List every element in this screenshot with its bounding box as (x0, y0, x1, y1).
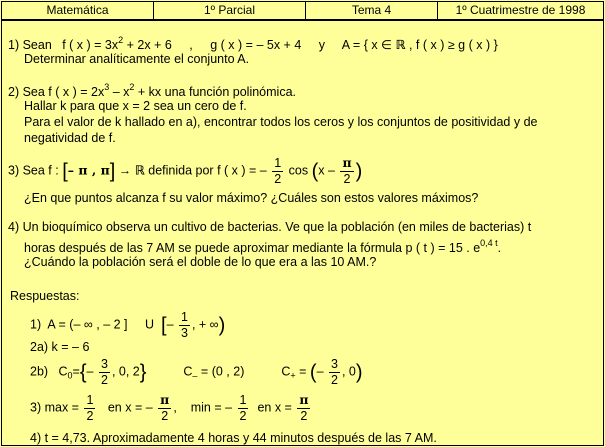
fraction-pi-half: $\frac{\pi}{2}$ (342, 155, 352, 186)
problem-4-question: ¿Cuándo la población será el doble de lo que era a las 10 AM.? (24, 255, 377, 269)
fraction-three-halves: $\frac{3}{2}$ (100, 357, 108, 387)
problem-2-line-2: Hallar k para que x = 2 sea un cero de f. (24, 99, 247, 113)
fraction-one-half: $\frac{1}{2}$ (86, 393, 94, 423)
problem-2-line-3: Para el valor de k hallado en a), encontrar todos los ceros y los conjuntos de positividad y de (24, 115, 538, 129)
fraction-one-third: $\frac{1}{3}$ (181, 310, 188, 340)
answer-4: 4) t = 4,73. Aproximadamente 4 horas y 44 minutos después de las 7 AM. (30, 431, 437, 445)
exam-header (1, 1, 604, 20)
problem-1: 1) Sean f ( x ) = $3x^2 + 2x + 6$ , g ( x ) = – 5x + 4 y A = { x ∈ ℝ , f ( x ) ≥ g ( x ) } (8, 35, 498, 52)
answer-2a: 2a) k = – 6 (30, 340, 90, 354)
header-exam: 1º Parcial (154, 2, 306, 19)
problem-3: 3) Sea f : [– π , π] → ℝ definida por f ( x ) = – $\frac{1}{2}$ cos (x – $\frac{\pi}{2}$ ) (8, 155, 363, 186)
answers-title: Respuestas: (10, 289, 80, 303)
answer-3: 3) max = $\frac{1}{2}$ en x = – $\frac{\pi}{2}$ , min = – $\frac{1}{2}$ en x = $\frac{\pi}{2}$ (30, 392, 309, 423)
header-subject: Matemática (2, 2, 154, 19)
fraction-pi-half: $\frac{\pi}{2}$ (160, 392, 170, 423)
exam-body (1, 20, 604, 446)
problem-2-line-4: negatividad de f. (24, 131, 116, 145)
answer-1: 1) A = (– ∞ , – 2 ] U [– $\frac{1}{3}$ , + ∞) (30, 310, 226, 340)
problem-4-line-1: 4) Un bioquímico observa un cultivo de bacterias. Ve que la población (en miles de bacterias) t (8, 220, 532, 234)
problem-4-line-2: horas después de las 7 AM se puede aproximar mediante la fórmula p ( t ) = 15 . $e^{0,4 t}$. (24, 238, 502, 255)
fraction-one-half: $\frac{1}{2}$ (274, 156, 282, 186)
fraction-three-halves: $\frac{3}{2}$ (331, 357, 338, 387)
fraction-pi-half: $\frac{\pi}{2}$ (299, 392, 309, 423)
answer-2b: 2b) $C_0=\{-$ $\frac{3}{2}$ , 0, 2} $C_- = (0$ , 2) $C_+$ = (– $\frac{3}{2}$ , 0) (30, 357, 363, 387)
problem-3-question: ¿En que puntos alcanza f su valor máximo? ¿Cuáles son estos valores máximos? (24, 191, 479, 205)
problem-2: 2) Sea f ( x ) = $2x^3 - x^2$ + kx una función polinómica. (8, 82, 296, 99)
header-topic: Tema 4 (306, 2, 438, 19)
fraction-one-half: $\frac{1}{2}$ (239, 393, 247, 423)
header-term: 1º Cuatrimestre de 1998 (455, 3, 586, 17)
problem-1-instruction: Determinar analíticamente el conjunto A. (24, 52, 250, 66)
